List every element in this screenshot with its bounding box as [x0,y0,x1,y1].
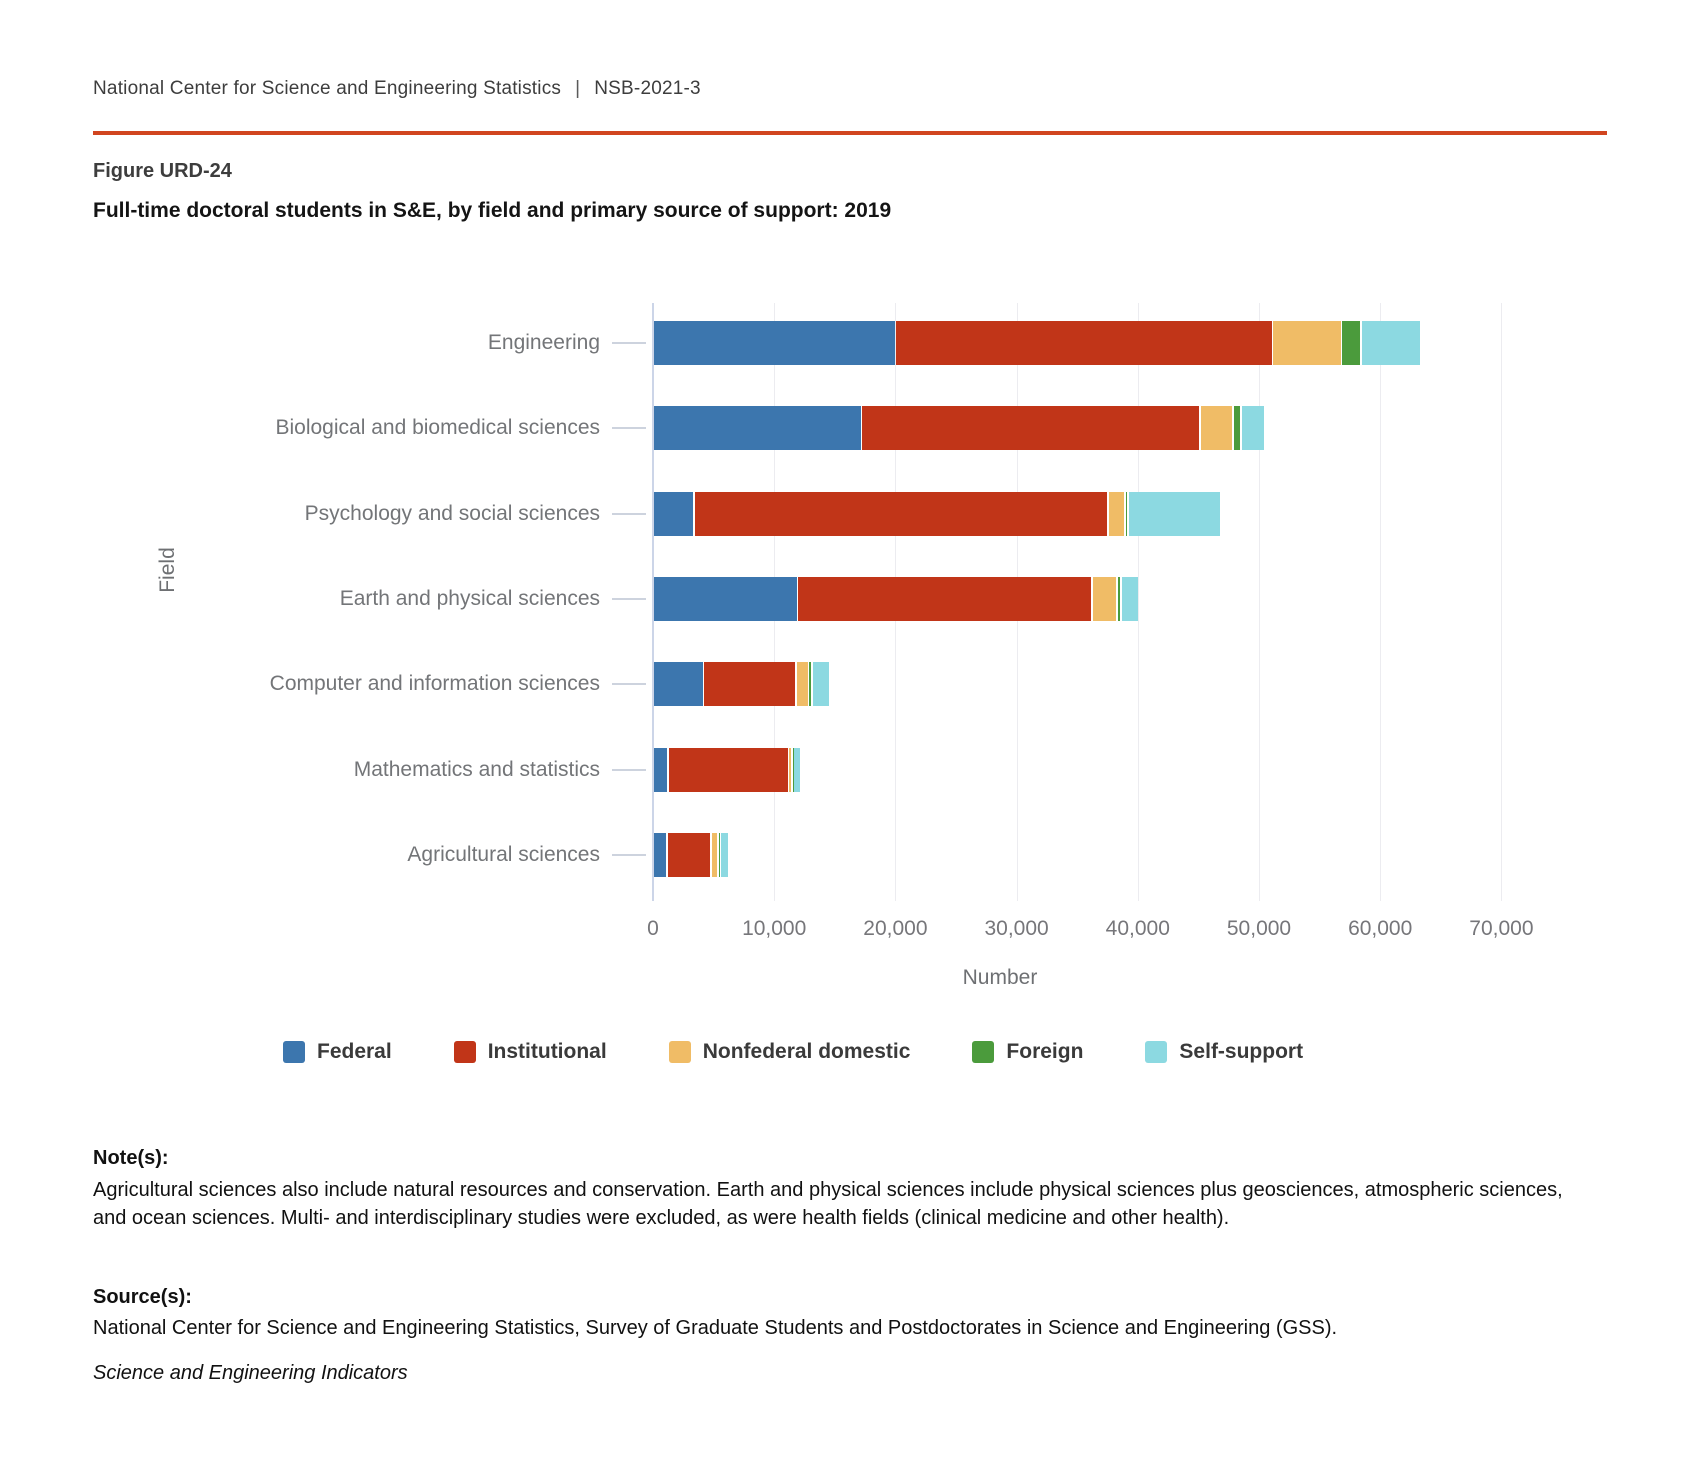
legend-label: Self-support [1179,1040,1304,1063]
y-tick [612,683,646,685]
source-label: Source(s): [93,1286,192,1308]
document-header [93,78,701,100]
x-tick-label: 40,000 [1105,917,1170,940]
bar-segment-federal[interactable] [654,833,666,877]
header-doc-id: NSB-2021-3 [594,78,701,99]
accent-divider [93,131,1607,135]
category-label-mathematics-and-statistics: Mathematics and statistics [353,757,600,781]
legend-item-self-support[interactable] [1145,1040,1303,1064]
figure-number: Figure URD-24 [93,160,232,182]
figure-title: Full-time doctoral students in S&E, by field and primary source of support: 2019 [93,199,892,222]
legend-swatch-federal [283,1041,305,1063]
y-axis-title: Field [156,547,179,593]
bar-segment-nonfederal-domestic[interactable] [1109,492,1125,536]
header-org: National Center for Science and Engineering Statistics [93,78,562,99]
category-label-biological-and-biomedical-sciences: Biological and biomedical sciences [275,416,600,440]
legend-label: Federal [317,1040,392,1063]
bar-segment-foreign[interactable] [719,833,720,877]
category-label-engineering: Engineering [487,331,600,354]
header-separator: | [575,78,581,99]
legend-item-institutional[interactable] [454,1040,607,1064]
bar-segment-foreign[interactable] [1118,577,1121,621]
bar-segment-nonfederal-domestic[interactable] [797,662,808,706]
bar-segment-foreign[interactable] [1234,406,1240,450]
legend-label: Institutional [487,1040,607,1063]
x-tick-label: 20,000 [863,917,928,940]
legend-item-federal[interactable] [283,1040,392,1064]
notes-label: Note(s): [93,1147,169,1169]
bar-segment-institutional[interactable] [798,577,1091,621]
bar-segment-self-support[interactable] [1129,492,1220,536]
bar-segment-federal[interactable] [654,662,703,706]
bar-segment-nonfederal-domestic[interactable] [1273,321,1340,365]
bar-row-agricultural-sciences [654,833,1502,877]
bar-row-engineering [654,321,1502,365]
y-tick [612,513,646,515]
y-tick [612,769,646,771]
bar-segment-self-support[interactable] [1242,406,1265,450]
category-label-earth-and-physical-sciences: Earth and physical sciences [339,586,600,610]
footer-publication-title: Science and Engineering Indicators [93,1362,408,1384]
y-tick [612,854,646,856]
legend-swatch-institutional [454,1041,476,1063]
bar-segment-self-support[interactable] [1362,321,1420,365]
bar-segment-institutional[interactable] [669,748,788,792]
bar-segment-self-support[interactable] [813,662,829,706]
bar-segment-federal[interactable] [654,406,861,450]
bar-segment-institutional[interactable] [896,321,1271,365]
legend-item-nonfederal-domestic[interactable] [669,1040,911,1064]
bar-segment-federal[interactable] [654,748,667,792]
category-label-computer-and-information-sciences: Computer and information sciences [269,672,600,696]
bar-segment-self-support[interactable] [1122,577,1138,621]
x-tick-label: 30,000 [984,917,1049,940]
y-tick [612,598,646,600]
bar-segment-federal[interactable] [654,321,895,365]
bar-segment-foreign[interactable] [1126,492,1127,536]
bar-row-computer-and-information-sciences [654,662,1502,706]
x-tick-label: 50,000 [1226,917,1292,940]
legend-item-foreign[interactable] [972,1040,1083,1064]
category-label-psychology-and-social-sciences: Psychology and social sciences [304,501,600,525]
legend-label: Foreign [1006,1040,1084,1063]
bar-segment-institutional[interactable] [862,406,1199,450]
x-tick-label: 10,000 [742,917,807,940]
x-axis-title: Number [962,966,1038,989]
bar-segment-federal[interactable] [654,492,693,536]
notes-text: Agricultural sciences also include natural resources and conservation. Earth and physical sciences include physical sciences plus geosciences, atmospheric sciences, and ocean sciences. Multi- and interdisciplinary studies were excluded, as were health fields (clinical medicine and other health). [93,1179,1563,1229]
bar-segment-nonfederal-domestic[interactable] [1201,406,1233,450]
x-tick-label: 60,000 [1348,917,1413,940]
category-label-agricultural-sciences: Agricultural sciences [407,842,600,866]
y-tick [612,427,646,429]
y-tick [612,342,646,344]
bar-segment-foreign[interactable] [1342,321,1360,365]
bar-segment-nonfederal-domestic[interactable] [1093,577,1116,621]
bar-segment-institutional[interactable] [695,492,1107,536]
legend-label: Nonfederal domestic [702,1040,911,1063]
bar-row-psychology-and-social-sciences [654,492,1502,536]
bar-segment-institutional[interactable] [704,662,795,706]
bar-segment-foreign[interactable] [809,662,811,706]
bar-segment-nonfederal-domestic[interactable] [712,833,718,877]
bar-row-mathematics-and-statistics [654,748,1502,792]
legend-swatch-nonfederal-domestic [669,1041,691,1063]
legend-swatch-foreign [972,1041,994,1063]
bar-segment-nonfederal-domestic[interactable] [789,748,791,792]
bar-segment-self-support[interactable] [721,833,727,877]
x-tick-label: 70,000 [1469,917,1534,940]
bar-segment-federal[interactable] [654,577,797,621]
x-tick-label: 0 [647,917,659,940]
bar-row-earth-and-physical-sciences [654,577,1502,621]
chart-legend [283,1040,1303,1064]
legend-swatch-self-support [1145,1041,1167,1063]
bar-row-biological-and-biomedical-sciences [654,406,1502,450]
bar-segment-institutional[interactable] [668,833,710,877]
source-text: National Center for Science and Engineering Statistics, Survey of Graduate Students and Postdoctorates in Science and Engineering (GSS). [93,1317,1338,1339]
bar-segment-self-support[interactable] [794,748,800,792]
